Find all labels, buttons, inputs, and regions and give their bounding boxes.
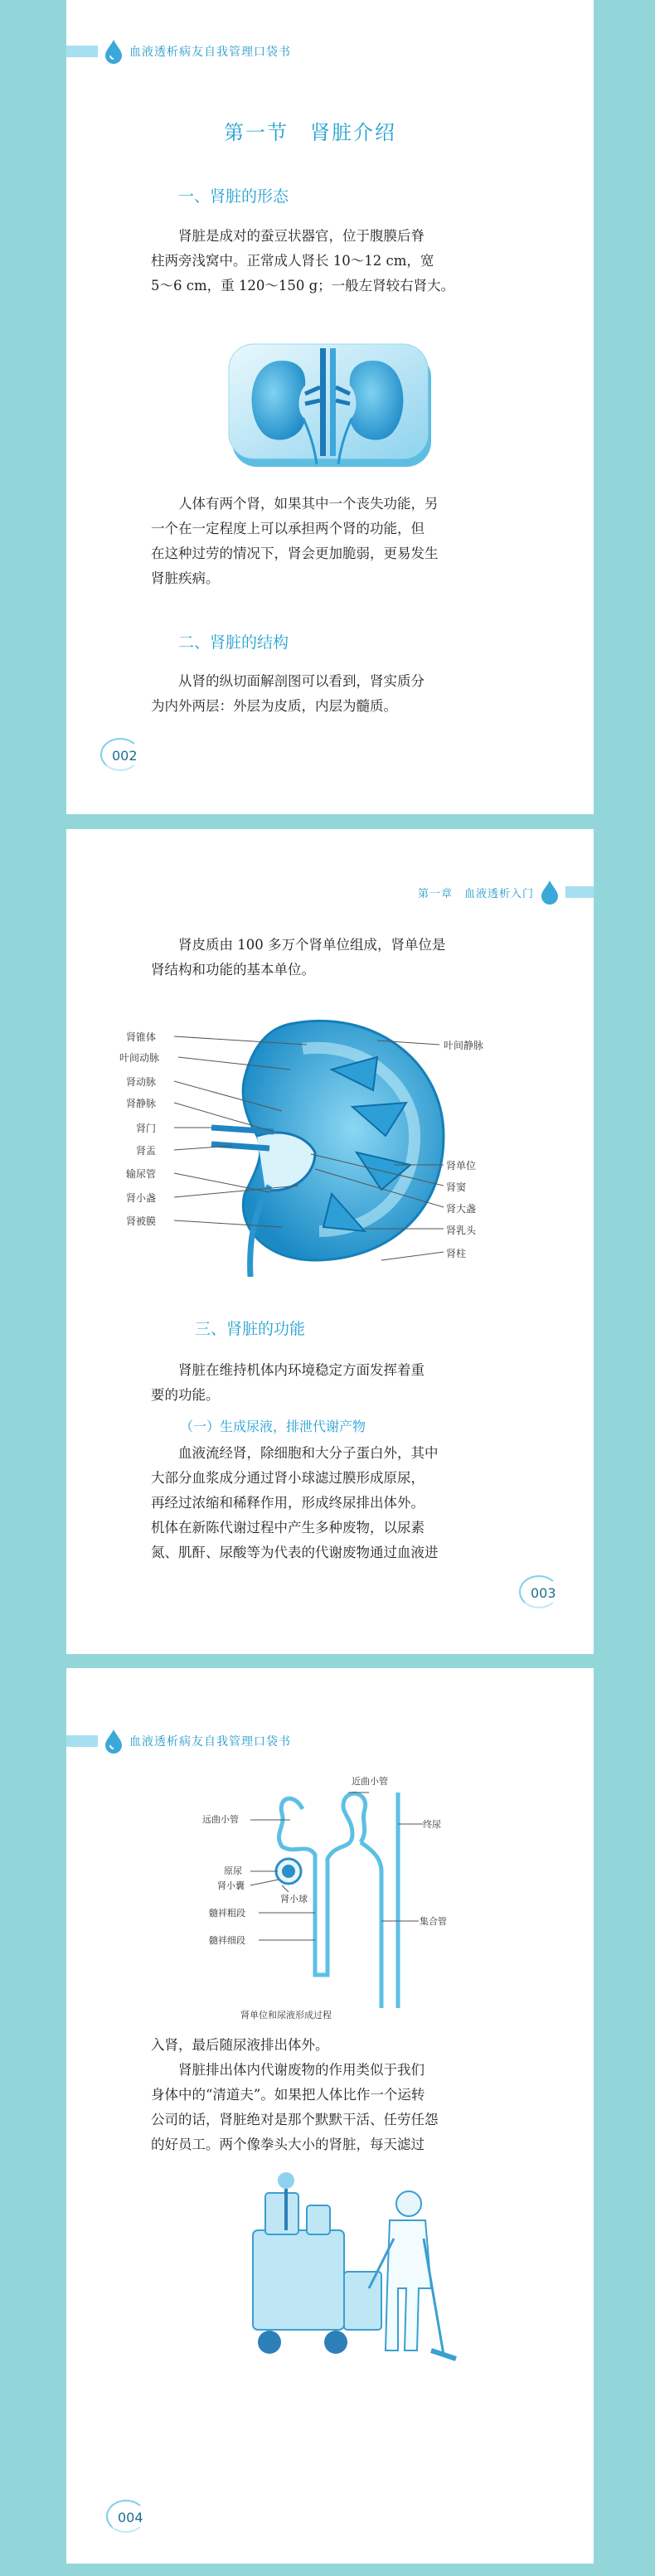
- paragraph: [151, 1441, 578, 1565]
- page-number: [118, 2510, 143, 2525]
- label-proximal-tubule: 近曲小管: [352, 1776, 388, 1787]
- paragraph: [151, 933, 578, 982]
- swirl-ornament: [519, 1575, 559, 1608]
- text-line: 在这种过劳的情况下，肾会更加脆弱，更易发生: [151, 546, 439, 561]
- book-title: 血液透析病友自我管理口袋书: [129, 46, 291, 59]
- nephron-diagram: [199, 1776, 464, 2025]
- text-line: 柱两旁浅窝中。正常成人肾长 10～12 cm，宽: [151, 253, 434, 269]
- text-line: 为内外两层：外层为皮质，内层为髓质。: [151, 698, 397, 714]
- page-004: [66, 1668, 594, 2564]
- text-line: 肾脏在维持机体内环境稳定方面发挥着重: [178, 1362, 425, 1378]
- label-major-calyx: 肾大盏: [446, 1203, 477, 1215]
- label-renal-hilum: 肾门: [136, 1123, 157, 1134]
- label-interlobar-vein: 叶间静脉: [444, 1040, 484, 1051]
- label-interlobar-artery: 叶间动脉: [119, 1052, 160, 1064]
- header-bar: [66, 46, 98, 57]
- label-renal-column: 肾柱: [446, 1248, 467, 1259]
- swirl-ornament: [100, 738, 140, 771]
- label-glomerulus: 肾小球: [280, 1894, 308, 1904]
- text-line: 肾皮质由 100 多万个肾单位组成，肾单位是: [178, 937, 446, 953]
- header-bar: [565, 886, 594, 898]
- blood-drop-icon: [541, 880, 559, 905]
- cleaner-illustration: [228, 2172, 460, 2363]
- label-thick-loop: 髓袢粗段: [209, 1908, 245, 1919]
- text-line: 要的功能。: [151, 1387, 220, 1403]
- label-renal-pyramid: 肾锥体: [126, 1031, 157, 1043]
- label-thin-loop: 髓袢细段: [209, 1935, 245, 1946]
- label-nephron: 肾单位: [446, 1160, 477, 1172]
- text-line: 血液流经肾，除细胞和大分子蛋白外，其中: [178, 1445, 439, 1461]
- chapter-title: 第一章 血液透析入门: [417, 887, 534, 900]
- text-line: 肾脏是成对的蚕豆状器官，位于腹膜后脊: [178, 228, 425, 244]
- diagram-caption: 肾单位和尿液形成过程: [240, 2010, 332, 2021]
- text-line: 5～6 cm，重 120～150 g；一般左肾较右肾大。: [151, 278, 455, 293]
- label-ureter: 输尿管: [126, 1168, 157, 1180]
- blood-drop-icon: [104, 1729, 123, 1754]
- page-003: [66, 829, 594, 1654]
- kidneys-illustration: [224, 336, 444, 473]
- text-line: 肾脏疾病。: [151, 570, 220, 586]
- label-renal-artery: 肾动脉: [126, 1076, 157, 1088]
- page-002: [66, 0, 594, 814]
- label-renal-pelvis: 肾盂: [136, 1145, 157, 1157]
- text-line: 公司的话，肾脏绝对是那个默默干活、任劳任怨: [151, 2112, 439, 2127]
- text-line: 肾脏排出体内代谢废物的作用类似于我们: [178, 2062, 425, 2078]
- text-line: 的好员工。两个像拳头大小的肾脏，每天滤过: [151, 2137, 425, 2152]
- text-line: 从肾的纵切面解剖图可以看到，肾实质分: [178, 673, 425, 689]
- running-header: [66, 1733, 291, 1749]
- label-terminal-urine: 终尿: [423, 1819, 441, 1830]
- blood-drop-icon: [104, 39, 123, 64]
- text-line: 肾结构和功能的基本单位。: [151, 962, 315, 978]
- text-line: 身体中的“清道夫”。如果把人体比作一个运转: [151, 2087, 425, 2103]
- text-line: 氮、肌酐、尿酸等为代表的代谢废物通过血液进: [151, 1545, 439, 1560]
- label-primary-urine: 原尿: [224, 1865, 242, 1876]
- page-number-text: 003: [531, 1585, 556, 1601]
- text-line: 人体有两个肾，如果其中一个丧失功能，另: [178, 496, 439, 512]
- label-renal-sinus: 肾窦: [446, 1181, 467, 1193]
- label-distal-tubule: 远曲小管: [202, 1814, 239, 1825]
- header-bar: [66, 1735, 98, 1747]
- running-header: [66, 43, 291, 60]
- text-line: 入肾，最后随尿液排出体外。: [151, 2037, 329, 2053]
- running-header: [418, 884, 594, 900]
- sub-heading: （一）生成尿液，排泄代谢产物: [180, 1419, 366, 1434]
- paragraph: [151, 492, 578, 591]
- kidney-section-diagram: [66, 1011, 594, 1277]
- page-number: [531, 1585, 556, 1601]
- label-minor-calyx: 肾小盏: [126, 1192, 157, 1204]
- label-renal-papilla: 肾乳头: [446, 1225, 477, 1236]
- page-title: 第一节 肾脏介绍: [224, 121, 396, 144]
- paragraph: [151, 2033, 578, 2157]
- page-number: [112, 748, 138, 764]
- label-renal-vein: 肾静脉: [126, 1098, 157, 1109]
- page-number-text: 002: [112, 748, 138, 764]
- label-collecting-duct: 集合管: [420, 1916, 447, 1927]
- book-title: 血液透析病友自我管理口袋书: [129, 1735, 291, 1749]
- text-line: 机体在新陈代谢过程中产生多种废物，以尿素: [151, 1520, 425, 1535]
- section-heading: 三、肾脏的功能: [195, 1320, 306, 1338]
- label-renal-capsule: 肾小囊: [217, 1880, 245, 1891]
- paragraph: [151, 1358, 578, 1408]
- page-number-text: 004: [118, 2510, 143, 2525]
- section-heading: 一、肾脏的形态: [178, 187, 289, 206]
- swirl-ornament: [106, 2500, 146, 2533]
- text-line: 一个在一定程度上可以承担两个肾的功能，但: [151, 521, 425, 536]
- label-renal-capsule: 肾被膜: [126, 1215, 157, 1227]
- paragraph: [151, 224, 578, 298]
- section-heading: 二、肾脏的结构: [178, 633, 289, 652]
- text-line: 大部分血浆成分通过肾小球滤过膜形成原尿，: [151, 1470, 425, 1486]
- text-line: 再经过浓缩和稀释作用，形成终尿排出体外。: [151, 1495, 425, 1511]
- paragraph: [151, 669, 578, 719]
